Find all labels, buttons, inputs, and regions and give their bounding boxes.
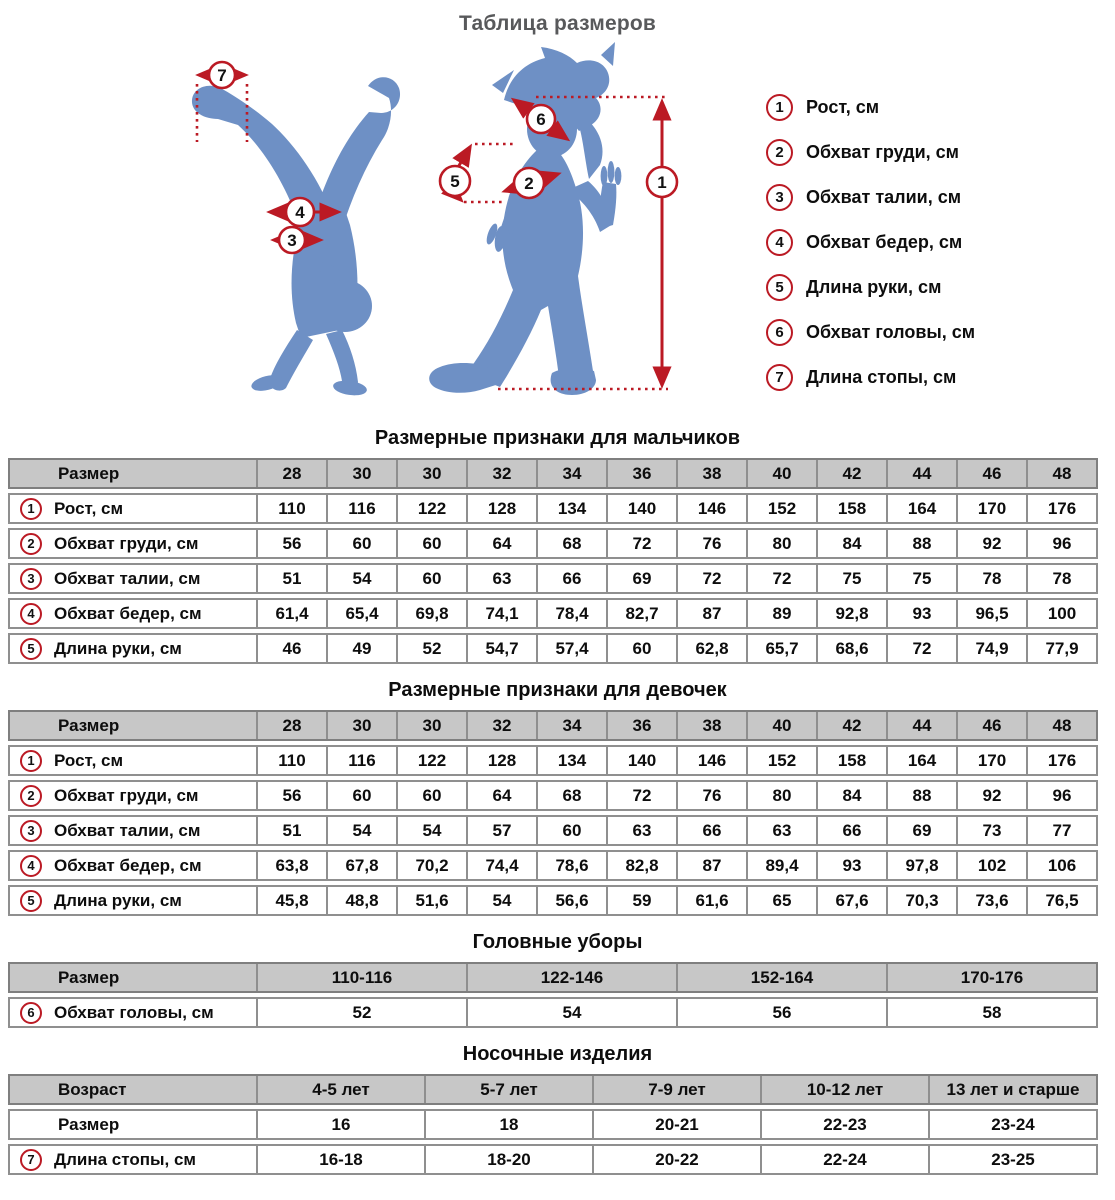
value-cell: 75 xyxy=(886,565,956,592)
legend-label: Рост, см xyxy=(806,97,880,117)
value-cell: 140 xyxy=(606,495,676,522)
legend-number-badge: 7 xyxy=(766,364,793,391)
value-cell: 20-22 xyxy=(592,1146,760,1173)
row-label: Обхват груди, см xyxy=(54,785,199,805)
row-number-badge: 6 xyxy=(20,1002,42,1024)
value-cell: 56 xyxy=(256,530,326,557)
row-number-badge: 7 xyxy=(20,1149,42,1171)
value-cell: 69,8 xyxy=(396,600,466,627)
row-label-cell xyxy=(10,600,256,627)
column-header: 152-164 xyxy=(676,964,886,991)
column-header: 7-9 лет xyxy=(592,1076,760,1103)
value-cell: 89 xyxy=(746,600,816,627)
legend-label: Обхват талии, см xyxy=(806,187,962,207)
value-cell: 152 xyxy=(746,495,816,522)
legend-number-badge: 5 xyxy=(766,274,793,301)
row-number-badge: 5 xyxy=(20,890,42,912)
page-title: Таблица размеров xyxy=(458,12,657,35)
value-cell: 87 xyxy=(676,600,746,627)
column-header: 28 xyxy=(256,460,326,487)
value-cell: 122 xyxy=(396,495,466,522)
value-cell: 170 xyxy=(956,747,1026,774)
value-cell: 60 xyxy=(536,817,606,844)
value-cell: 92 xyxy=(956,530,1026,557)
boys-section-title: Размерные признаки для мальчиков xyxy=(374,427,741,449)
value-cell: 76,5 xyxy=(1026,887,1096,914)
value-cell: 54 xyxy=(326,817,396,844)
value-cell: 128 xyxy=(466,495,536,522)
row-label: Размер xyxy=(58,1114,120,1134)
row-label-cell xyxy=(10,1146,256,1173)
value-cell: 23-24 xyxy=(928,1111,1096,1138)
value-cell: 116 xyxy=(326,495,396,522)
value-cell: 16 xyxy=(256,1111,424,1138)
row-label-cell xyxy=(10,565,256,592)
value-cell: 82,7 xyxy=(606,600,676,627)
boys-header-row xyxy=(8,458,1098,489)
value-cell: 67,6 xyxy=(816,887,886,914)
value-cell: 92,8 xyxy=(816,600,886,627)
value-cell: 56,6 xyxy=(536,887,606,914)
value-cell: 106 xyxy=(1026,852,1096,879)
value-cell: 134 xyxy=(536,495,606,522)
column-header: 30 xyxy=(326,460,396,487)
value-cell: 49 xyxy=(326,635,396,662)
row-label: Рост, см xyxy=(54,498,124,518)
column-header: 48 xyxy=(1026,460,1096,487)
girls-section xyxy=(0,679,1115,916)
value-cell: 84 xyxy=(816,530,886,557)
value-cell: 57,4 xyxy=(536,635,606,662)
value-cell: 18 xyxy=(424,1111,592,1138)
value-cell: 60 xyxy=(326,530,396,557)
column-header: 32 xyxy=(466,712,536,739)
value-cell: 76 xyxy=(676,782,746,809)
boys-row-4 xyxy=(8,598,1098,629)
girls-row-2 xyxy=(8,780,1098,811)
value-cell: 57 xyxy=(466,817,536,844)
value-cell: 54 xyxy=(326,565,396,592)
value-cell: 110 xyxy=(256,495,326,522)
socks-header-row xyxy=(8,1074,1098,1105)
row-number-badge: 1 xyxy=(20,498,42,520)
column-header: 13 лет и старше xyxy=(928,1076,1096,1103)
value-cell: 18-20 xyxy=(424,1146,592,1173)
row-label: Длина руки, см xyxy=(54,890,182,910)
value-cell: 20-21 xyxy=(592,1111,760,1138)
value-cell: 63,8 xyxy=(256,852,326,879)
socks-section xyxy=(0,1043,1115,1175)
value-cell: 102 xyxy=(956,852,1026,879)
value-cell: 56 xyxy=(256,782,326,809)
legend-item xyxy=(766,184,975,211)
marker-6-number: 6 xyxy=(536,110,546,129)
legend-label: Обхват головы, см xyxy=(806,322,976,342)
row-label-cell xyxy=(10,852,256,879)
column-header: 10-12 лет xyxy=(760,1076,928,1103)
column-header: 30 xyxy=(396,460,466,487)
value-cell: 74,4 xyxy=(466,852,536,879)
value-cell: 65,7 xyxy=(746,635,816,662)
value-cell: 51 xyxy=(256,565,326,592)
value-cell: 82,8 xyxy=(606,852,676,879)
marker-3-number: 3 xyxy=(287,231,297,250)
boys-size-table xyxy=(8,458,1098,664)
value-cell: 78,6 xyxy=(536,852,606,879)
value-cell: 72 xyxy=(886,635,956,662)
row-number-badge: 2 xyxy=(20,533,42,555)
value-cell: 88 xyxy=(886,530,956,557)
girls-row-5 xyxy=(8,885,1098,916)
hero-illustration-area xyxy=(0,0,1115,412)
column-header: 44 xyxy=(886,712,956,739)
value-cell: 22-24 xyxy=(760,1146,928,1173)
column-header: 40 xyxy=(746,460,816,487)
column-header: 34 xyxy=(536,460,606,487)
girls-header-row xyxy=(8,710,1098,741)
marker-1-number: 1 xyxy=(657,173,667,192)
girls-row-3 xyxy=(8,815,1098,846)
boys-row-3 xyxy=(8,563,1098,594)
value-cell: 110 xyxy=(256,747,326,774)
column-header: 44 xyxy=(886,460,956,487)
column-header: 28 xyxy=(256,712,326,739)
socks-row-2 xyxy=(8,1144,1098,1175)
value-cell: 70,3 xyxy=(886,887,956,914)
value-cell: 51,6 xyxy=(396,887,466,914)
header-label: Возраст xyxy=(58,1079,127,1099)
value-cell: 93 xyxy=(886,600,956,627)
value-cell: 80 xyxy=(746,782,816,809)
value-cell: 97,8 xyxy=(886,852,956,879)
legend-number-badge: 3 xyxy=(766,184,793,211)
value-cell: 63 xyxy=(606,817,676,844)
column-header: 110-116 xyxy=(256,964,466,991)
row-label-cell xyxy=(10,635,256,662)
value-cell: 68 xyxy=(536,782,606,809)
row-label-cell xyxy=(10,495,256,522)
value-cell: 78,4 xyxy=(536,600,606,627)
value-cell: 140 xyxy=(606,747,676,774)
column-header: 42 xyxy=(816,712,886,739)
value-cell: 60 xyxy=(326,782,396,809)
value-cell: 54 xyxy=(396,817,466,844)
value-cell: 84 xyxy=(816,782,886,809)
girls-section-title: Размерные признаки для девочек xyxy=(388,679,727,701)
column-header: 46 xyxy=(956,712,1026,739)
column-header: 38 xyxy=(676,460,746,487)
value-cell: 66 xyxy=(816,817,886,844)
legend-item xyxy=(766,229,975,256)
row-label: Обхват груди, см xyxy=(54,533,199,553)
legend-label: Длина руки, см xyxy=(806,277,942,297)
legend-number-badge: 2 xyxy=(766,139,793,166)
value-cell: 74,1 xyxy=(466,600,536,627)
value-cell: 176 xyxy=(1026,747,1096,774)
row-label: Длина руки, см xyxy=(54,638,182,658)
value-cell: 96 xyxy=(1026,530,1096,557)
row-label: Длина стопы, см xyxy=(54,1149,197,1169)
header-label: Размер xyxy=(58,463,120,483)
value-cell: 72 xyxy=(606,782,676,809)
value-cell: 77,9 xyxy=(1026,635,1096,662)
value-cell: 63 xyxy=(466,565,536,592)
value-cell: 64 xyxy=(466,782,536,809)
value-cell: 122 xyxy=(396,747,466,774)
value-cell: 63 xyxy=(746,817,816,844)
value-cell: 45,8 xyxy=(256,887,326,914)
column-header: 40 xyxy=(746,712,816,739)
value-cell: 87 xyxy=(676,852,746,879)
column-header: 4-5 лет xyxy=(256,1076,424,1103)
value-cell: 54 xyxy=(466,887,536,914)
value-cell: 78 xyxy=(1026,565,1096,592)
value-cell: 72 xyxy=(606,530,676,557)
value-cell: 52 xyxy=(396,635,466,662)
row-label: Обхват талии, см xyxy=(54,820,201,840)
marker-2-number: 2 xyxy=(524,174,534,193)
value-cell: 93 xyxy=(816,852,886,879)
legend-item xyxy=(766,139,975,166)
value-cell: 158 xyxy=(816,747,886,774)
legend-item xyxy=(766,364,975,391)
column-header: 42 xyxy=(816,460,886,487)
legend-item xyxy=(766,319,975,346)
value-cell: 75 xyxy=(816,565,886,592)
value-cell: 51 xyxy=(256,817,326,844)
column-header: 48 xyxy=(1026,712,1096,739)
column-header: 36 xyxy=(606,712,676,739)
marker-7-number: 7 xyxy=(217,66,227,85)
value-cell: 164 xyxy=(886,747,956,774)
girls-row-4 xyxy=(8,850,1098,881)
headwear-size-table xyxy=(8,962,1098,1028)
value-cell: 66 xyxy=(536,565,606,592)
row-label: Обхват талии, см xyxy=(54,568,201,588)
column-header: 30 xyxy=(396,712,466,739)
value-cell: 59 xyxy=(606,887,676,914)
legend-number-badge: 4 xyxy=(766,229,793,256)
marker-4-number: 4 xyxy=(295,203,305,222)
row-label-cell xyxy=(10,999,256,1026)
value-cell: 56 xyxy=(676,999,886,1026)
value-cell: 74,9 xyxy=(956,635,1026,662)
value-cell: 54,7 xyxy=(466,635,536,662)
headwear-section-title: Головные уборы xyxy=(472,931,643,953)
value-cell: 96 xyxy=(1026,782,1096,809)
column-header: 34 xyxy=(536,712,606,739)
value-cell: 22-23 xyxy=(760,1111,928,1138)
value-cell: 164 xyxy=(886,495,956,522)
value-cell: 64 xyxy=(466,530,536,557)
value-cell: 66 xyxy=(676,817,746,844)
measurement-legend xyxy=(766,94,975,409)
legend-item xyxy=(766,274,975,301)
row-label: Обхват бедер, см xyxy=(54,603,202,623)
row-label: Рост, см xyxy=(54,750,124,770)
girls-row-1 xyxy=(8,745,1098,776)
socks-section-title: Носочные изделия xyxy=(462,1043,653,1065)
value-cell: 54 xyxy=(466,999,676,1026)
row-number-badge: 5 xyxy=(20,638,42,660)
headwear-header-row xyxy=(8,962,1098,993)
value-cell: 128 xyxy=(466,747,536,774)
row-label-cell xyxy=(10,1111,256,1138)
value-cell: 61,6 xyxy=(676,887,746,914)
value-cell: 96,5 xyxy=(956,600,1026,627)
standing-girl-figure xyxy=(429,42,621,395)
value-cell: 16-18 xyxy=(256,1146,424,1173)
marker-5-number: 5 xyxy=(450,172,460,191)
value-cell: 88 xyxy=(886,782,956,809)
value-cell: 70,2 xyxy=(396,852,466,879)
column-header: 30 xyxy=(326,712,396,739)
column-header: 32 xyxy=(466,460,536,487)
value-cell: 67,8 xyxy=(326,852,396,879)
value-cell: 52 xyxy=(256,999,466,1026)
value-cell: 48,8 xyxy=(326,887,396,914)
column-header: 122-146 xyxy=(466,964,676,991)
value-cell: 46 xyxy=(256,635,326,662)
value-cell: 72 xyxy=(746,565,816,592)
value-cell: 68,6 xyxy=(816,635,886,662)
row-label-cell xyxy=(10,782,256,809)
value-cell: 146 xyxy=(676,747,746,774)
value-cell: 65,4 xyxy=(326,600,396,627)
value-cell: 69 xyxy=(886,817,956,844)
value-cell: 100 xyxy=(1026,600,1096,627)
row-label: Обхват бедер, см xyxy=(54,855,202,875)
legend-number-badge: 1 xyxy=(766,94,793,121)
value-cell: 60 xyxy=(396,565,466,592)
row-label-cell xyxy=(10,530,256,557)
value-cell: 89,4 xyxy=(746,852,816,879)
value-cell: 60 xyxy=(396,530,466,557)
value-cell: 92 xyxy=(956,782,1026,809)
value-cell: 170 xyxy=(956,495,1026,522)
value-cell: 78 xyxy=(956,565,1026,592)
boys-row-1 xyxy=(8,493,1098,524)
value-cell: 23-25 xyxy=(928,1146,1096,1173)
value-cell: 60 xyxy=(606,635,676,662)
value-cell: 68 xyxy=(536,530,606,557)
value-cell: 58 xyxy=(886,999,1096,1026)
boys-row-5 xyxy=(8,633,1098,664)
value-cell: 73,6 xyxy=(956,887,1026,914)
column-header: 36 xyxy=(606,460,676,487)
legend-item xyxy=(766,94,975,121)
value-cell: 77 xyxy=(1026,817,1096,844)
marker-5 xyxy=(440,144,514,202)
value-cell: 62,8 xyxy=(676,635,746,662)
value-cell: 152 xyxy=(746,747,816,774)
headwear-row-1 xyxy=(8,997,1098,1028)
socks-row-1 xyxy=(8,1109,1098,1140)
value-cell: 80 xyxy=(746,530,816,557)
socks-size-table xyxy=(8,1074,1098,1175)
value-cell: 61,4 xyxy=(256,600,326,627)
legend-label: Обхват бедер, см xyxy=(806,232,963,252)
legend-label: Длина стопы, см xyxy=(806,367,957,387)
row-label-cell xyxy=(10,747,256,774)
column-header: 170-176 xyxy=(886,964,1096,991)
row-number-badge: 4 xyxy=(20,855,42,877)
value-cell: 69 xyxy=(606,565,676,592)
row-label-cell xyxy=(10,887,256,914)
legend-label: Обхват груди, см xyxy=(806,142,959,162)
row-label: Обхват головы, см xyxy=(54,1002,214,1022)
value-cell: 60 xyxy=(396,782,466,809)
value-cell: 158 xyxy=(816,495,886,522)
girls-size-table xyxy=(8,710,1098,916)
row-number-badge: 2 xyxy=(20,785,42,807)
column-header: 38 xyxy=(676,712,746,739)
header-label: Размер xyxy=(58,967,120,987)
value-cell: 146 xyxy=(676,495,746,522)
boys-section xyxy=(0,427,1115,664)
value-cell: 134 xyxy=(536,747,606,774)
value-cell: 65 xyxy=(746,887,816,914)
value-cell: 116 xyxy=(326,747,396,774)
legend-number-badge: 6 xyxy=(766,319,793,346)
headwear-section xyxy=(0,931,1115,1028)
column-header: 5-7 лет xyxy=(424,1076,592,1103)
boys-row-2 xyxy=(8,528,1098,559)
row-number-badge: 3 xyxy=(20,820,42,842)
value-cell: 72 xyxy=(676,565,746,592)
column-header: 46 xyxy=(956,460,1026,487)
row-label-cell xyxy=(10,817,256,844)
row-number-badge: 1 xyxy=(20,750,42,772)
value-cell: 76 xyxy=(676,530,746,557)
row-number-badge: 3 xyxy=(20,568,42,590)
value-cell: 73 xyxy=(956,817,1026,844)
value-cell: 176 xyxy=(1026,495,1096,522)
header-label: Размер xyxy=(58,715,120,735)
row-number-badge: 4 xyxy=(20,603,42,625)
